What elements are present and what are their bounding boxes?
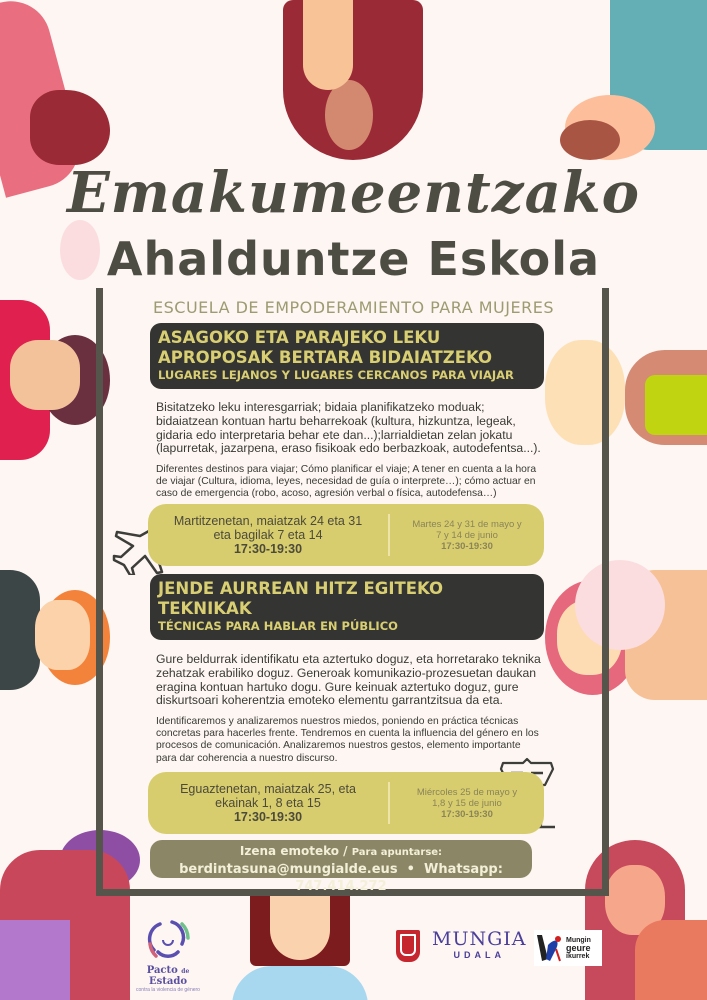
ikur-line3: ikurrek [566, 952, 590, 960]
session-2-title-eu-line1: JENDE AURREAN HITZ EGITEKO [158, 579, 444, 598]
schedule-eu-line1: Eguaztenetan, maiatzak 25, eta [180, 782, 356, 796]
session-1-schedule-es [390, 519, 544, 552]
pacto-de-word: de [181, 968, 190, 975]
schedule-es-time: 17:30-19:30 [441, 540, 493, 552]
pacto-estado-word: Estado [148, 976, 187, 987]
schedule-es-time: 17:30-19:30 [441, 808, 493, 820]
schedule-es-line1: Martes 24 y 31 de mayo y [412, 518, 522, 530]
signup-label-eu: Izena emoteko / [239, 844, 348, 858]
mungia-name: MUNGIA [432, 928, 527, 950]
title-script: Emakumeentzako [66, 160, 641, 226]
session-1-title-banner [150, 323, 544, 389]
pacto-word: Pacto [146, 965, 178, 976]
session-1-schedule-eu [148, 514, 388, 556]
title-main: Ahalduntze Eskola [106, 232, 601, 286]
signup-box [150, 840, 532, 894]
session-2-title-es: TÉCNICAS PARA HABLAR EN PÚBLICO [158, 619, 398, 633]
schedule-es-line2: 1,8 y 15 de junio [432, 797, 502, 809]
mungia-coat-of-arms-icon [396, 930, 420, 962]
session-2-schedule [148, 772, 544, 834]
session-2-schedule-es [390, 787, 544, 820]
session-1-description-es: Diferentes destinos para viajar; Cómo planificar el viaje; A tener en cuenta a la hora de viajar (Cultura, idioma, leyes, necesidad de guía o interprete…); cómo actuar en caso de emergencia (robo, acoso, agresión verbal o física, autodefensa…) [156, 464, 537, 500]
ikurrek-text [566, 937, 591, 960]
illustration-woman-top-right [555, 0, 707, 160]
mungia-sub: UDALA [453, 950, 505, 960]
schedule-es-line1: Miércoles 25 de mayo y [416, 786, 518, 798]
session-2-title-banner [150, 574, 544, 640]
session-1-schedule [148, 504, 544, 566]
pacto-name [128, 965, 208, 987]
ikurrek-figure-icon [534, 931, 564, 965]
session-2-description-es: Identificaremos y analizaremos nuestros miedos, poniendo en práctica técnicas concretas para hacerles frente. Tendremos en cuenta la influencia del género en los procesos de comunicación. Analizaremos nuestros gestos, elemento importante para dar coherencia a nuestro discurso. [156, 716, 539, 764]
illustration-woman-top-center [283, 0, 423, 160]
session-2-schedule-eu [148, 782, 388, 824]
subtitle: ESCUELA DE EMPODERAMIENTO PARA MUJERES [153, 298, 554, 317]
session-1-title-eu-line2: APROPOSAK BERTARA BIDAIATZEKO [158, 348, 493, 367]
illustration-woman-left-upper [0, 300, 96, 460]
schedule-eu-time: 17:30-19:30 [233, 810, 303, 824]
pacto-subtitle: contra la violencia de género [136, 987, 200, 993]
session-1-description-eu: Bisitatzeko leku interesgarriak; bidaia planifikatzeko moduak; bidaiatzean kontuan hartu beharrekoak (kultura, hizkuntza, legeak, gidaria edo interpretaria behar ete dan...);larrialdietan zelan jokatu (lapurretak, jazarpena, eraso fisikoak edo berbazkoak, autodefentsa...). [156, 400, 541, 456]
signup-label [150, 840, 532, 861]
schedule-eu-time: 17:30-19:30 [233, 542, 303, 556]
ikur-line1: Mungin [566, 936, 591, 944]
logo-pacto-de-estado [128, 918, 208, 993]
schedule-eu-line1: Martitzenetan, maiatzak 24 eta 31 [173, 514, 363, 528]
signup-whatsapp[interactable]: Whatsapp: 747.414.272 [295, 862, 503, 894]
session-1-title-eu-line1: ASAGOKO ETA PARAJEKO LEKU [158, 328, 441, 347]
schedule-eu-line2: ekainak 1, 8 eta 15 [215, 796, 321, 810]
schedule-es-line2: 7 y 14 de junio [436, 529, 498, 541]
logo-mungin-geure-ikurrek [534, 930, 602, 966]
illustration-woman-bottom-center [232, 896, 368, 1000]
signup-label-es: Para apuntarse: [351, 847, 443, 858]
logo-mungia-udala [432, 928, 527, 960]
signup-email-link[interactable]: berdintasuna@mungialde.eus [179, 862, 398, 877]
illustration-woman-top-left [0, 0, 90, 150]
schedule-eu-line2: eta bagilak 7 eta 14 [213, 528, 323, 542]
illustration-woman-left-lower [0, 570, 96, 690]
separator-dot: • [406, 862, 415, 877]
session-1-title-es: LUGARES LEJANOS Y LUGARES CERCANOS PARA VIAJAR [158, 368, 514, 382]
session-2-title-eu-line2: TEKNIKAK [158, 599, 252, 618]
ikur-line2: geure [566, 942, 591, 953]
signup-contact [150, 861, 532, 895]
session-2-description-eu: Gure beldurrak identifikatu eta aztertuko doguz, eta horretarako teknika zehatzak erabiliko doguz. Generoak komunikazio-prozesuetan daukan eragina kontuan hartuko dogu. Gure keinuak aztertuko doguz, gure diskurtsoari koherentzia emoteko elementu garrantzitsua da eta. [156, 652, 541, 708]
pacto-smile-icon [144, 918, 192, 960]
